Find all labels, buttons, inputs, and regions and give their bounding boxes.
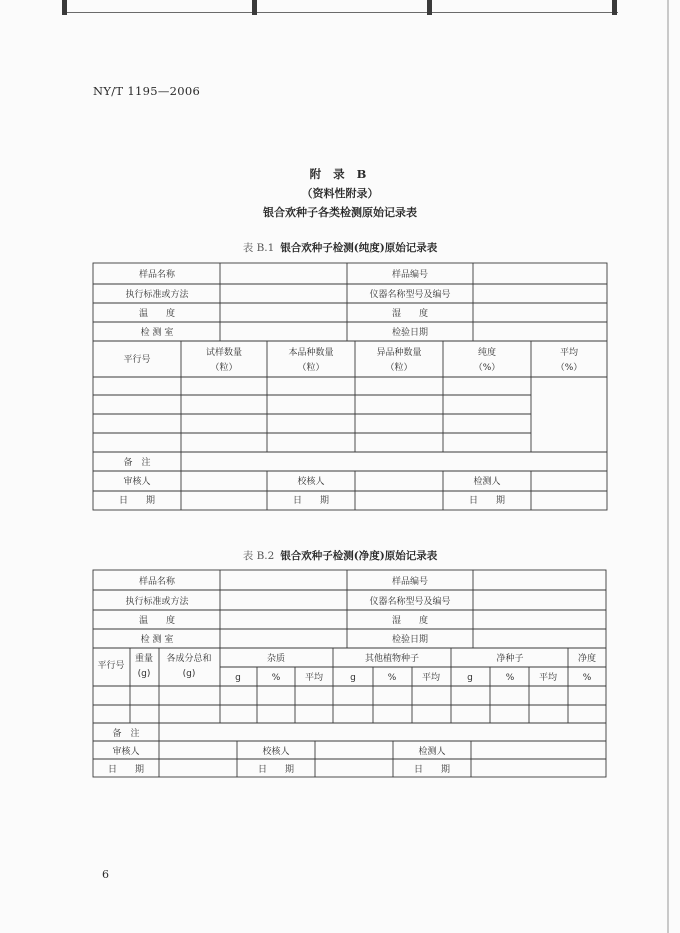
col-sample-count: 试样数量 (205, 348, 243, 358)
sub-col-g: g (467, 673, 473, 683)
label-temperature: 温 度 (138, 616, 176, 626)
col-other-count-unit: （粒） (385, 363, 413, 373)
label-sample-name: 样品名称 (138, 577, 176, 587)
label-instrument: 仪器名称型号及编号 (369, 290, 451, 300)
label-humidity: 湿 度 (391, 616, 429, 626)
sub-col-avg: 平均 (538, 673, 558, 683)
document-code: NY/T 1195—2006 (93, 84, 201, 98)
label-remarks: 备 注 (123, 458, 151, 468)
label-standard: 执行标准或方法 (125, 290, 189, 300)
label-checker: 校核人 (297, 477, 325, 487)
col-own-count-unit: （粒） (297, 363, 325, 373)
col-parallel: 平行号 (123, 355, 151, 365)
col-weight: 重量 (134, 654, 154, 664)
col-pure-seed: 净种子 (496, 654, 524, 664)
label-sample-name: 样品名称 (138, 270, 176, 280)
col-purity-unit: （%） (473, 363, 501, 373)
label-test-date: 检验日期 (391, 635, 429, 645)
sub-col-pct: % (387, 673, 397, 683)
sub-col-avg: 平均 (421, 673, 441, 683)
table1-labels (119, 268, 582, 506)
col-sample-count-unit: （粒） (210, 363, 238, 373)
label-date: 日 期 (118, 496, 156, 506)
label-inspector: 检测人 (418, 747, 446, 757)
table2-caption-number: 表 B.2 (242, 550, 275, 562)
label-checker: 校核人 (262, 747, 290, 757)
label-lab: 检 测 室 (140, 328, 174, 338)
col-other-count: 异品种数量 (376, 348, 422, 358)
col-weight-unit: (g) (137, 669, 151, 679)
col-other-seed: 其他植物种子 (364, 654, 420, 664)
sub-col-g: g (350, 673, 356, 683)
label-date: 日 期 (107, 765, 145, 775)
col-average-unit: （%） (555, 363, 583, 373)
label-temperature: 温 度 (138, 309, 176, 319)
label-sample-no: 样品编号 (391, 577, 429, 587)
label-remarks: 备 注 (112, 729, 140, 739)
label-inspector: 检测人 (473, 477, 501, 487)
col-sum: 各成分总和 (166, 654, 212, 664)
sub-col-g: g (235, 673, 241, 683)
label-date: 日 期 (468, 496, 506, 506)
col-impurity: 杂质 (266, 654, 286, 664)
sub-col-avg: 平均 (304, 673, 324, 683)
col-net: 净度 (577, 654, 597, 664)
appendix-subtitle: （资料性附录） (301, 187, 379, 200)
label-instrument: 仪器名称型号及编号 (369, 597, 451, 607)
table1-caption-title: 银合欢种子检测(纯度)原始记录表 (280, 242, 438, 254)
sub-col-pct: % (582, 673, 592, 683)
label-sample-no: 样品编号 (391, 270, 429, 280)
col-average: 平均 (559, 348, 579, 358)
table1-caption-number: 表 B.1 (242, 242, 275, 254)
col-own-count: 本品种数量 (288, 348, 334, 358)
table2-caption-title: 银合欢种子检测(净度)原始记录表 (280, 550, 438, 562)
table1-grid (93, 263, 607, 510)
sub-col-pct: % (505, 673, 515, 683)
label-humidity: 湿 度 (391, 309, 429, 319)
appendix-title: 附 录 B (309, 167, 371, 181)
label-lab: 检 测 室 (140, 635, 174, 645)
label-test-date: 检验日期 (391, 328, 429, 338)
col-sum-unit: (g) (182, 669, 196, 679)
table2-caption (0, 548, 680, 563)
appendix-heading: 银合欢种子各类检测原始记录表 (263, 206, 417, 219)
label-date: 日 期 (257, 765, 295, 775)
page-number: 6 (102, 868, 109, 881)
col-parallel: 平行号 (97, 661, 125, 671)
label-standard: 执行标准或方法 (125, 597, 189, 607)
label-date: 日 期 (413, 765, 451, 775)
col-purity: 纯度 (477, 348, 497, 358)
label-date: 日 期 (292, 496, 330, 506)
sub-col-pct: % (271, 673, 281, 683)
label-reviewer: 审核人 (112, 747, 140, 757)
label-reviewer: 审核人 (123, 477, 151, 487)
